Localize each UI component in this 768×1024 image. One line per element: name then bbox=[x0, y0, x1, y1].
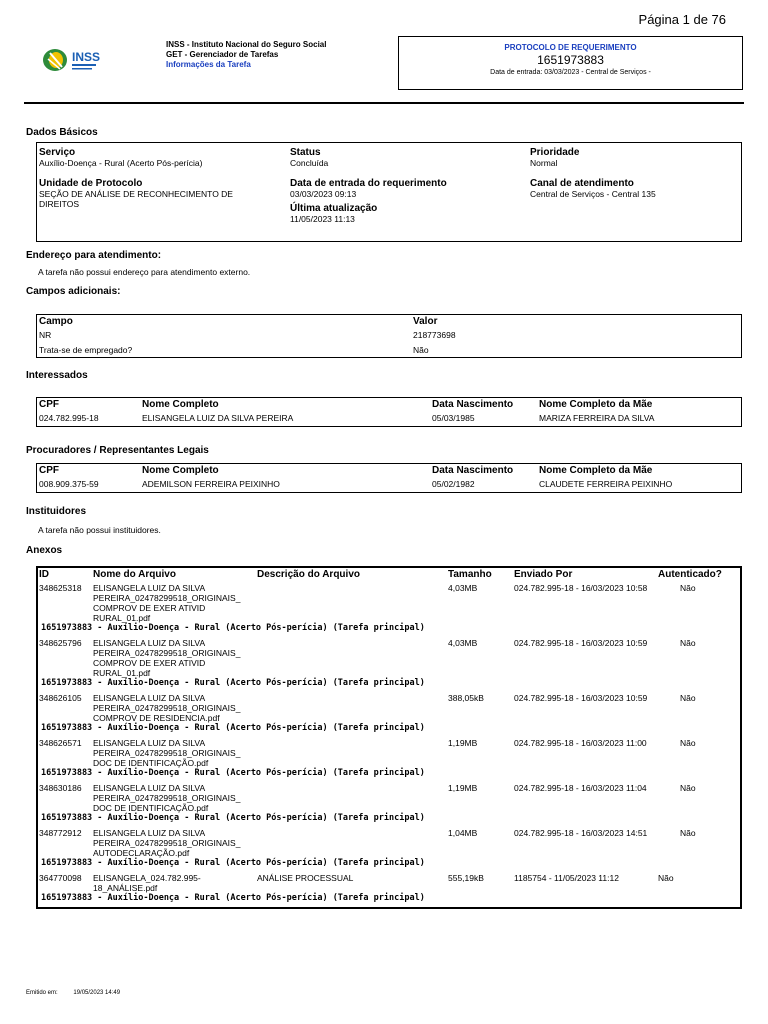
interessados-table bbox=[36, 397, 742, 427]
institution-header bbox=[166, 40, 326, 70]
protocol-title: PROTOCOLO DE REQUERIMENTO bbox=[504, 43, 637, 52]
enviado-header: Enviado Por bbox=[514, 569, 573, 580]
nome-header: Nome Completo bbox=[142, 399, 219, 410]
anexo-tamanho-cell: 4,03MB bbox=[448, 583, 478, 593]
prioridade-value: Normal bbox=[530, 158, 558, 168]
anexo-filename-cell: PEREIRA_02478299518_ORIGINAIS_ bbox=[93, 648, 241, 658]
servico-value: Auxílio-Doença - Rural (Acerto Pós-perícia) bbox=[39, 158, 203, 168]
anexo-filename-cell: PEREIRA_02478299518_ORIGINAIS_ bbox=[93, 793, 241, 803]
anexo-enviado-cell: 1185754 - 11/05/2023 11:12 bbox=[514, 873, 619, 883]
valor-cell: Não bbox=[413, 345, 429, 355]
protocol-entry-date: Data de entrada: 03/03/2023 - Central de Serviços - bbox=[490, 69, 651, 76]
anexo-enviado-cell: 024.782.995-18 - 16/03/2023 10:59 bbox=[514, 638, 648, 648]
cpf-cell: 024.782.995-18 bbox=[39, 413, 99, 423]
anexo-filename-cell: ELISANGELA LUIZ DA SILVA bbox=[93, 583, 206, 593]
status-value: Concluída bbox=[290, 158, 329, 168]
entrada-value: 03/03/2023 09:13 bbox=[290, 189, 357, 199]
nome-cell: ADEMILSON FERREIRA PEIXINHO bbox=[142, 479, 280, 489]
descricao-header: Descrição do Arquivo bbox=[257, 569, 360, 580]
anexo-filename-cell: PEREIRA_02478299518_ORIGINAIS_ bbox=[93, 593, 241, 603]
mae-header: Nome Completo da Mãe bbox=[539, 399, 653, 410]
protocol-number: 1651973883 bbox=[537, 53, 604, 67]
valor-header: Valor bbox=[413, 316, 438, 327]
anexo-autenticado-cell: Não bbox=[680, 783, 696, 793]
entrada-label: Data de entrada do requerimento bbox=[290, 178, 447, 189]
anexo-id-cell: 348625796 bbox=[39, 638, 82, 648]
campo-cell: NR bbox=[39, 330, 52, 340]
anexo-tamanho-cell: 388,05kB bbox=[448, 693, 484, 703]
anexo-filename-cell: COMPROV DE EXER ATIVID bbox=[93, 603, 206, 613]
anexo-filename-cell: ELISANGELA LUIZ DA SILVA bbox=[93, 638, 206, 648]
anexo-filename-cell: PEREIRA_02478299518_ORIGINAIS_ bbox=[93, 748, 241, 758]
anexo-tarefa-line: 1651973883 - Auxílio-Doença - Rural (Acerto Pós-perícia) (Tarefa principal) bbox=[41, 678, 425, 688]
anexo-enviado-cell: 024.782.995-18 - 16/03/2023 10:59 bbox=[514, 693, 648, 703]
atualizacao-value: 11/05/2023 11:13 bbox=[290, 214, 355, 224]
anexo-filename-cell: ELISANGELA_024.782.995- bbox=[93, 873, 201, 883]
anexo-filename-cell: PEREIRA_02478299518_ORIGINAIS_ bbox=[93, 703, 241, 713]
autenticado-header: Autenticado? bbox=[658, 569, 722, 580]
dados-basicos-box bbox=[36, 142, 742, 242]
nome-header: Nome Completo bbox=[142, 465, 219, 476]
unidade-value: SEÇÃO DE ANÁLISE DE RECONHECIMENTO DE DIREITOS bbox=[39, 189, 233, 209]
institution-name: INSS - Instituto Nacional do Seguro Social bbox=[166, 40, 327, 49]
anexo-filename-cell: 18_ANÁLISE.pdf bbox=[93, 883, 158, 893]
atualizacao-label: Última atualização bbox=[290, 203, 378, 214]
section-anexos: Anexos bbox=[26, 545, 63, 556]
anexos-table bbox=[36, 566, 742, 909]
campo-cell: Trata-se de empregado? bbox=[39, 345, 133, 355]
anexo-id-cell: 364770098 bbox=[39, 873, 82, 883]
anexo-id-cell: 348626105 bbox=[39, 693, 82, 703]
servico-label: Serviço bbox=[39, 147, 76, 158]
anexo-filename-cell: AUTODECLARAÇÃO.pdf bbox=[93, 848, 190, 858]
anexo-tarefa-line: 1651973883 - Auxílio-Doença - Rural (Acerto Pós-perícia) (Tarefa principal) bbox=[41, 768, 425, 778]
anexo-id-cell: 348625318 bbox=[39, 583, 82, 593]
anexo-filename-cell: RURAL_01.pdf bbox=[93, 613, 151, 623]
anexo-filename-cell: COMPROV DE RESIDENCIA.pdf bbox=[93, 713, 220, 723]
campo-header: Campo bbox=[39, 316, 73, 327]
anexo-enviado-cell: 024.782.995-18 - 16/03/2023 11:04 bbox=[514, 783, 647, 793]
anexo-autenticado-cell: Não bbox=[680, 738, 696, 748]
anexo-filename-cell: DOC DE IDENTIFICAÇÃO.pdf bbox=[93, 758, 209, 768]
anexo-tamanho-cell: 1,04MB bbox=[448, 828, 478, 838]
mae-cell: CLAUDETE FERREIRA PEIXINHO bbox=[539, 479, 673, 489]
tamanho-header: Tamanho bbox=[448, 569, 492, 580]
anexo-autenticado-cell: Não bbox=[658, 873, 674, 883]
campos-table bbox=[36, 314, 742, 358]
anexo-id-cell: 348772912 bbox=[39, 828, 82, 838]
nascimento-cell: 05/03/1985 bbox=[432, 413, 475, 423]
cpf-cell: 008.909.375-59 bbox=[39, 479, 99, 489]
anexo-autenticado-cell: Não bbox=[680, 828, 696, 838]
anexo-tarefa-line: 1651973883 - Auxílio-Doença - Rural (Acerto Pós-perícia) (Tarefa principal) bbox=[41, 723, 425, 733]
anexo-tarefa-line: 1651973883 - Auxílio-Doença - Rural (Acerto Pós-perícia) (Tarefa principal) bbox=[41, 893, 425, 903]
system-name: GET - Gerenciador de Tarefas bbox=[166, 50, 279, 59]
section-interessados: Interessados bbox=[26, 370, 88, 381]
nascimento-cell: 05/02/1982 bbox=[432, 479, 475, 489]
document-type: Informações da Tarefa bbox=[166, 60, 251, 69]
page-number: Página 1 de 76 bbox=[638, 12, 726, 27]
anexo-tamanho-cell: 555,19kB bbox=[448, 873, 484, 883]
section-campos: Campos adicionais: bbox=[26, 286, 121, 297]
anexo-filename-cell: COMPROV DE EXER ATIVID bbox=[93, 658, 206, 668]
anexo-tarefa-line: 1651973883 - Auxílio-Doença - Rural (Acerto Pós-perícia) (Tarefa principal) bbox=[41, 813, 425, 823]
anexo-autenticado-cell: Não bbox=[680, 693, 696, 703]
valor-cell: 218773698 bbox=[413, 330, 456, 340]
section-dados-basicos: Dados Básicos bbox=[26, 127, 98, 138]
endereco-text: A tarefa não possui endereço para atendimento externo. bbox=[38, 267, 251, 277]
instituidores-text: A tarefa não possui instituidores. bbox=[38, 525, 161, 535]
anexo-filename-cell: ELISANGELA LUIZ DA SILVA bbox=[93, 828, 206, 838]
footer bbox=[26, 990, 120, 996]
logo-text: INSS bbox=[72, 50, 101, 64]
unidade-label: Unidade de Protocolo bbox=[39, 178, 143, 189]
section-instituidores: Instituidores bbox=[26, 506, 87, 517]
anexo-autenticado-cell: Não bbox=[680, 583, 696, 593]
anexo-tamanho-cell: 1,19MB bbox=[448, 738, 478, 748]
anexo-tamanho-cell: 1,19MB bbox=[448, 783, 478, 793]
id-header: ID bbox=[39, 569, 49, 580]
anexo-filename-cell: DOC DE IDENTIFICAÇÃO.pdf bbox=[93, 803, 209, 813]
canal-value: Central de Serviços - Central 135 bbox=[530, 189, 656, 199]
arquivo-header: Nome do Arquivo bbox=[93, 569, 176, 580]
anexo-id-cell: 348626571 bbox=[39, 738, 82, 748]
section-procuradores: Procuradores / Representantes Legais bbox=[26, 445, 209, 456]
anexo-tamanho-cell: 4,03MB bbox=[448, 638, 478, 648]
nascimento-header: Data Nascimento bbox=[432, 399, 514, 410]
cpf-header: CPF bbox=[39, 399, 59, 410]
anexo-filename-cell: PEREIRA_02478299518_ORIGINAIS_ bbox=[93, 838, 241, 848]
anexo-filename-cell: ELISANGELA LUIZ DA SILVA bbox=[93, 783, 206, 793]
nome-cell: ELISANGELA LUIZ DA SILVA PEREIRA bbox=[142, 413, 294, 423]
header-divider bbox=[24, 102, 744, 104]
anexo-tarefa-line: 1651973883 - Auxílio-Doença - Rural (Acerto Pós-perícia) (Tarefa principal) bbox=[41, 858, 425, 868]
section-endereco: Endereço para atendimento: bbox=[26, 250, 162, 261]
emitido-label: Emitido em: bbox=[26, 990, 58, 996]
emitido-date: 19/05/2023 14:49 bbox=[73, 990, 121, 996]
cpf-header: CPF bbox=[39, 465, 59, 476]
nascimento-header: Data Nascimento bbox=[432, 465, 514, 476]
anexo-filename-cell: RURAL_01.pdf bbox=[93, 668, 151, 678]
anexo-enviado-cell: 024.782.995-18 - 16/03/2023 10:58 bbox=[514, 583, 648, 593]
mae-header: Nome Completo da Mãe bbox=[539, 465, 653, 476]
status-label: Status bbox=[290, 147, 321, 158]
anexo-autenticado-cell: Não bbox=[680, 638, 696, 648]
prioridade-label: Prioridade bbox=[530, 147, 580, 158]
anexo-filename-cell: ELISANGELA LUIZ DA SILVA bbox=[93, 693, 206, 703]
anexo-filename-cell: ELISANGELA LUIZ DA SILVA bbox=[93, 738, 206, 748]
anexo-descricao-cell: ANÁLISE PROCESSUAL bbox=[257, 873, 354, 883]
protocol-box bbox=[398, 36, 743, 90]
anexo-enviado-cell: 024.782.995-18 - 16/03/2023 11:00 bbox=[514, 738, 647, 748]
mae-cell: MARIZA FERREIRA DA SILVA bbox=[539, 413, 655, 423]
procuradores-table bbox=[36, 463, 742, 493]
inss-logo bbox=[42, 45, 122, 75]
anexo-tarefa-line: 1651973883 - Auxílio-Doença - Rural (Acerto Pós-perícia) (Tarefa principal) bbox=[41, 623, 425, 633]
canal-label: Canal de atendimento bbox=[530, 178, 634, 189]
anexo-enviado-cell: 024.782.995-18 - 16/03/2023 14:51 bbox=[514, 828, 648, 838]
anexo-id-cell: 348630186 bbox=[39, 783, 82, 793]
